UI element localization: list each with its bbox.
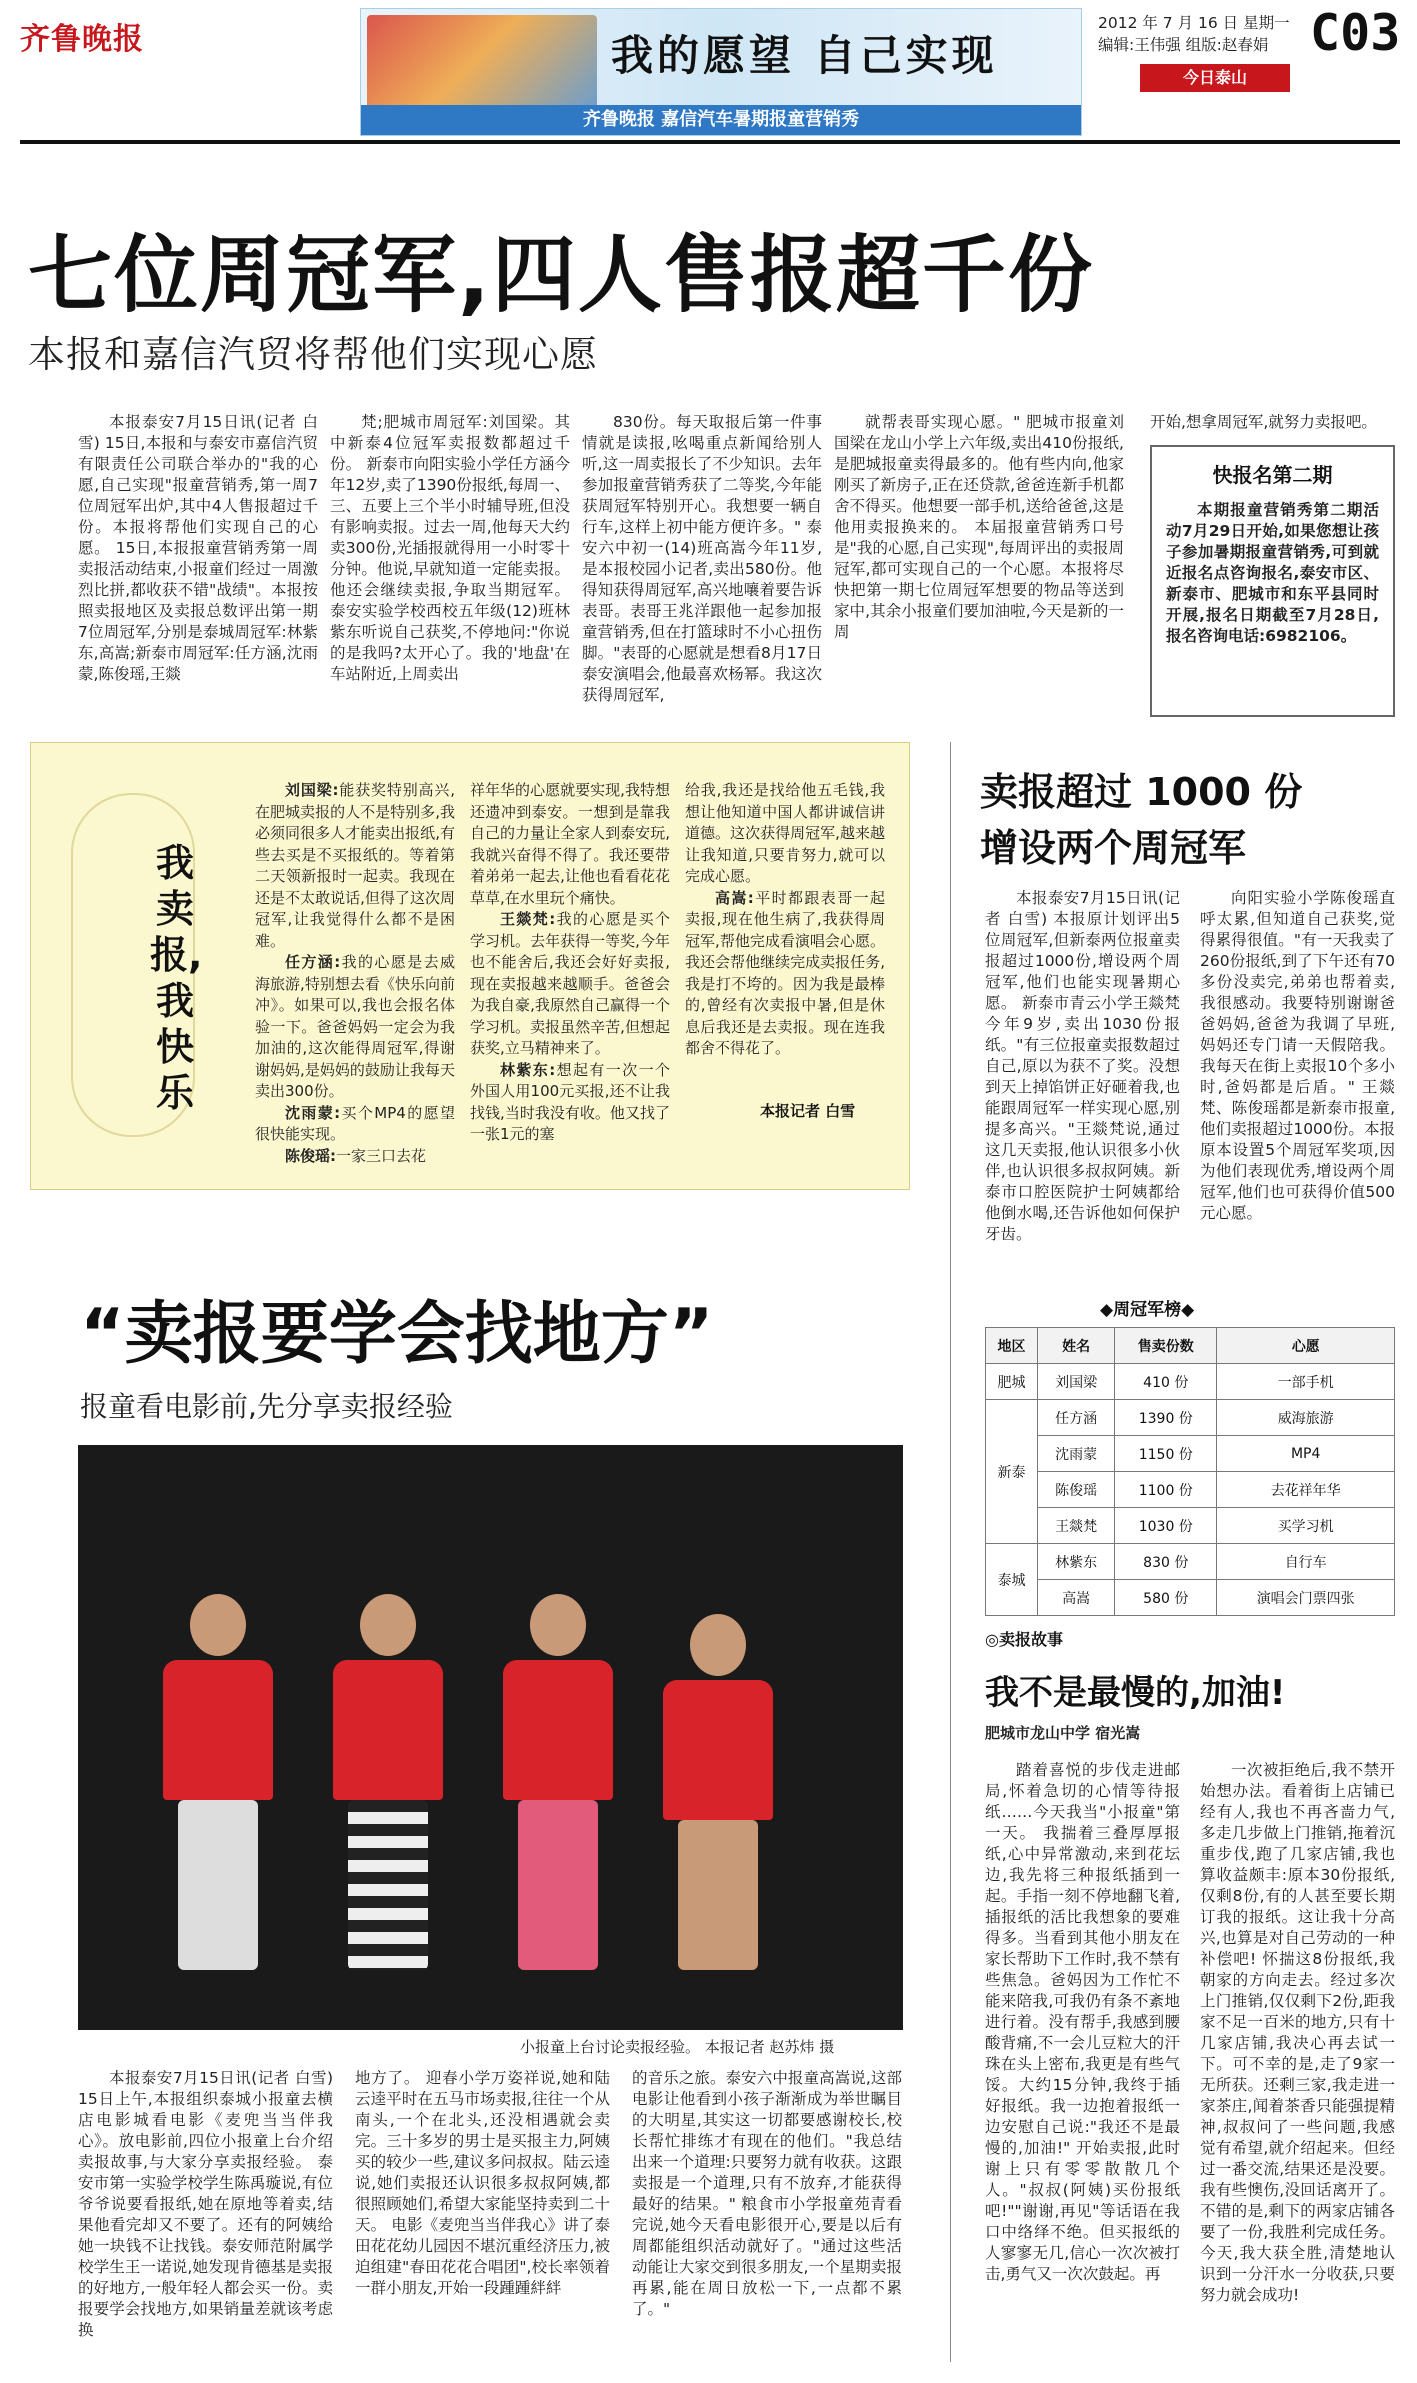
main-col-4: [834, 412, 1124, 732]
feature-quote-text: 我的心愿是买个学习机。去年获得一等奖,今年也不能舍后,我还会好好卖报,现在卖报越来越顺手。爸爸会为我自豪,我原然自己赢得一个学习机。卖报虽然辛苦,但想起获奖,立马精神来了。: [470, 910, 670, 1057]
table-cell-count: 1100 份: [1115, 1472, 1217, 1508]
table-cell-name: 陈俊瑶: [1038, 1472, 1115, 1508]
feature-quote-speaker: 陈俊瑶:: [285, 1146, 336, 1165]
photo-child-1: [158, 1594, 278, 1970]
story3-subheadline: 报童看电影前,先分享卖报经验: [80, 1390, 453, 1423]
table-cell-wish: 去花祥年华: [1217, 1472, 1395, 1508]
feature-quote-text: 祥年华的心愿就要实现,我特想还遗冲到泰安。一想到是靠我自己的力量让全家人到泰安玩,我就兴奋得不得了。我还要带着弟弟一起去,让他也看看花花草草,在水里玩个痛快。: [470, 781, 670, 907]
feature-byline: 本报记者 白雪: [760, 1102, 856, 1120]
photo-child-3: [498, 1594, 618, 1970]
table-cell-name: 沈雨蒙: [1038, 1436, 1115, 1472]
table-cell-name: 王燚梵: [1038, 1508, 1115, 1544]
story3-headline: “卖报要学会找地方”: [80, 1295, 714, 1374]
feature-quote-text: 能获奖特别高兴,在肥城卖报的人不是特别多,我必须同很多人才能卖出报纸,有些去买是不买报纸的。等着第二天领新报时一起卖。我现在还是不太敢说话,但得了这次周冠军,让我觉得什么都不是困难。: [255, 781, 455, 950]
table-cell-wish: 买学习机: [1217, 1508, 1395, 1544]
event-photo: [78, 1445, 903, 2030]
story2-headline: [980, 764, 1302, 876]
table-cell-wish: MP4: [1217, 1436, 1395, 1472]
main-col-1-text: 本报泰安7月15日讯(记者 白雪) 15日,本报和与泰安市嘉信汽贸有限责任公司联合举办的"我的心愿,自己实现"报童营销秀,第一周7位周冠军出炉,其中4人售报超过千份。本报将帮他们实现自己的心愿。 15日,本报报童营销秀第一周卖报活动结束,小报童们经过一周激烈比拼,都收获不错"战绩"。本报按照卖报地区及卖报总数评出第一期7位周冠军,分别是泰城周冠军:林紫东,高嵩;新泰市周冠军:任方涵,沈雨蒙,陈俊瑶,王燚: [78, 413, 318, 683]
banner-title: 我的愿望 自己实现: [611, 31, 998, 80]
table-row: [986, 1472, 1395, 1508]
feature-title: 我卖报,我快乐: [150, 841, 203, 1115]
table-row: [986, 1544, 1395, 1580]
signup-body: 本期报童营销秀第二期活动7月29日开始,如果您想让孩子参加暑期报童营销秀,可到就近报名点咨询报名,泰安市区、新泰市、肥城市和东平县同时开展,报名日期截至7月28日,报名咨询电话:6982106。: [1166, 501, 1379, 645]
main-col-5-text: 开始,想拿周冠军,就努力卖报吧。: [1150, 413, 1377, 431]
feature-quote: [470, 909, 670, 1060]
table-cell-name: 任方涵: [1038, 1400, 1115, 1436]
table-cell-count: 1390 份: [1115, 1400, 1217, 1436]
feature-quote-speaker: 林紫东:: [500, 1060, 556, 1079]
main-col-3: [582, 412, 822, 732]
story4-col-1-text: 踏着喜悦的步伐走进邮局,怀着急切的心情等待报纸……今天我当"小报童"第一天。 我揣着三叠厚厚报纸,心中异常激动,来到花坛边,我先将三种报纸插到一起。手指一刻不停地翻飞着,插报纸的活比我想象的要难得多。当看到其他小朋友在家长帮助下工作时,我不禁有些焦急。爸妈因为工作忙不能来陪我,可我仍有条不紊地进行着。没有帮手,我感到腰酸背痛,不一会儿豆粒大的汗珠在头上密布,我更是有些气馁。大约15分钟,我终于插好报纸。我一边抱着报纸一边安慰自己说:"我还不是最慢的,加油!" 开始卖报,此时谢上只有零零散散几个人。"叔叔(阿姨)买份报纸吧!""谢谢,再见"等话语在我口中络绎不绝。但买报纸的人寥寥无几,信心一次次被打击,勇气又一次次鼓起。再: [985, 1761, 1180, 2283]
feature-quote: [255, 1146, 455, 1168]
feature-quote-text: 我的心愿是去威海旅游,特别想去看《快乐向前冲》。如果可以,我也会报名体验一下。爸爸妈妈一定会为我加油的,这次能得周冠军,得谢谢妈妈,是妈妈的鼓励让我每天卖出300份。: [255, 953, 455, 1100]
story2-col-1: [985, 888, 1180, 1280]
page-code: C03: [1310, 4, 1401, 62]
feature-quote-speaker: 高嵩:: [715, 888, 754, 907]
story3-col-1: [78, 2068, 333, 2368]
table-cell-region: 新泰: [986, 1400, 1038, 1544]
feature-quote-speaker: 王燚梵:: [500, 910, 556, 928]
feature-col-2: [470, 780, 670, 1180]
table-cell-count: 1030 份: [1115, 1508, 1217, 1544]
editors-line: 编辑:王伟强 组版:赵春娟: [1098, 36, 1269, 54]
feature-quote: [685, 780, 885, 888]
feature-quote: [470, 1060, 670, 1146]
story3-col-3: [632, 2068, 902, 2368]
feature-quote-text: 想起有一次一个外国人用100元买报,还不让我找钱,当时我没有收。他又找了一张1元的塞: [470, 1060, 670, 1143]
table-cell-region: 泰城: [986, 1544, 1038, 1616]
main-col-2-text: 梵;肥城市周冠军:刘国梁。其中新泰4位冠军卖报数都超过千份。 新泰市向阳实验小学任方涵今年12岁,卖了1390份报纸,每周一、三、五要上三个半小时辅导班,但没有影响卖报。过去一周,他每天大约卖300份,光插报就得用一小时零十分钟。他说,早就知道一定能卖报。他还会继续卖报,争取当期冠军。 泰安实验学校西校五年级(12)班林紫东听说自己获奖,不停地问:"你说的是我吗?太开心了。我的'地盘'在车站附近,上周卖出: [330, 413, 570, 683]
feature-quote: [685, 888, 885, 1060]
photo-child-2: [328, 1594, 448, 1970]
issue-date: 2012 年 7 月 16 日 星期一: [1098, 14, 1290, 32]
table-row: [986, 1580, 1395, 1616]
story4-col-1: [985, 1760, 1180, 2370]
main-col-4-text: 就帮表哥实现心愿。" 肥城市报童刘国梁在龙山小学上六年级,卖出410份报纸,是肥城报童卖得最多的。他有些内向,他家刚买了新房子,正在还贷款,爸爸连新手机都舍不得买。他想要一部手机,送给爸爸,这是他用卖报换来的。 本届报童营销秀口号是"我的心愿,自己实现",每周评出的卖报周冠军,都可实现自己的一个心愿。本报将尽快把第一期七位周冠军想要的物品等送到家中,其余小报童们要加油啦,今天是新的一周: [834, 413, 1124, 641]
table-row: [986, 1364, 1395, 1400]
main-col-3-text: 830份。每天取报后第一件事情就是读报,吆喝重点新闻给别人听,这一周卖报长了不少知识。去年参加报童营销秀获了二等奖,今年能获周冠军特别开心。我想要一辆自行车,这样上初中能方便许多。" 泰安六中初一(14)班高嵩今年11岁,是本报校园小记者,卖出580份。他得知获得周冠军,高兴地嚷着要告诉表哥。表哥王兆洋跟他一起参加报童营销秀,但在打篮球时不小心扭伤脚。"表哥的心愿就是想看8月17日泰安演唱会,他最喜欢杨幂。我这次获得周冠军,: [582, 413, 822, 704]
table-cell-wish: 自行车: [1217, 1544, 1395, 1580]
table-cell-name: 林紫东: [1038, 1544, 1115, 1580]
story3-col-1-text: 本报泰安7月15日讯(记者 白雪) 15日上午,本报组织泰城小报童去横店电影城看电影《麦兜当当伴我心》。放电影前,四位小报童上台介绍卖报故事,与大家分享卖报经验。 泰安市第一实验学校学生陈禹璇说,有位爷爷说要看报纸,她在原地等着卖,结果他看完却又不要了。还有的阿姨给她一块钱不让找钱。泰安师范附属学校学生王一诺说,她发现肯德基是卖报的好地方,一般年轻人都会买一份。卖报要学会找地方,如果销量差就该考虑换: [78, 2069, 333, 2339]
champion-table-wrap: [985, 1327, 1395, 1616]
banner-subtitle: 齐鲁晚报 嘉信汽车暑期报童营销秀: [361, 105, 1081, 135]
story2-headline-line1: 卖报超过 1000 份: [980, 770, 1303, 814]
main-headline: 七位周冠军,四人售报超千份: [28, 226, 1094, 324]
header-rule: [20, 140, 1400, 144]
story2-col-2: [1200, 888, 1395, 1280]
table-header-count: 售卖份数: [1115, 1328, 1217, 1364]
table-row: [986, 1436, 1395, 1472]
feature-quote: [255, 780, 455, 952]
main-col-5: [1150, 412, 1400, 436]
feature-quote-text: 平时都跟表哥一起卖报,现在他生病了,我获得周冠军,帮他完成看演唱会心愿。我还会帮他继续完成卖报任务,我是打不垮的。因为我是最棒的,曾经有次卖报中暑,但是休息后我还是去卖报。现在连我都舍不得花了。: [685, 888, 885, 1057]
table-cell-count: 410 份: [1115, 1364, 1217, 1400]
table-cell-count: 830 份: [1115, 1544, 1217, 1580]
story2-col-2-text: 向阳实验小学陈俊瑶直呼太累,但知道自己获奖,觉得累得很值。"有一天我卖了260份报纸,到了下午还有70多份没卖完,弟弟也帮着卖,我很感动。我要特别谢谢爸爸妈妈,爸爸为我调了早班,妈妈还专门请一天假陪我。我每天在街上卖报10个多小时,爸妈都是后盾。" 王燚梵、陈俊瑶都是新泰市报童,他们卖报超过1000份。本报原本设置5个周冠军奖项,因为他们表现优秀,增设两个周冠军,他们也可获得价值500元心愿。: [1200, 889, 1395, 1222]
feature-quote-speaker: 沈雨蒙:: [285, 1103, 341, 1122]
table-cell-wish: 一部手机: [1217, 1364, 1395, 1400]
story3-col-3-text: 的音乐之旅。泰安六中报童高嵩说,这部电影让他看到小孩子渐渐成为举世瞩目的大明星,其实这一切都要感谢校长,校长帮忙排练才有现在的他们。"我总结出来一个道理:只要努力就有收获。这跟卖报是一个道理,只有不放弃,才能获得最好的结果。" 粮食市小学报童苑青看完说,她今天看电影很开心,要是以后有周都能组织活动就好了。"通过这些活动能让大家交到很多朋友,一个星期卖报再累,能在周日放松一下,一点都不累了。": [632, 2069, 902, 2318]
signup-title: 快报名第二期: [1212, 463, 1333, 487]
story4-tag: ◎卖报故事: [985, 1630, 1063, 1649]
photo-caption: 小报童上台讨论卖报经验。 本报记者 赵苏炜 摄: [520, 2038, 835, 2056]
masthead-logo: 齐鲁晚报: [20, 22, 144, 57]
table-header-name: 姓名: [1038, 1328, 1115, 1364]
table-cell-wish: 演唱会门票四张: [1217, 1580, 1395, 1616]
table-header-wish: 心愿: [1217, 1328, 1395, 1364]
main-col-1: [78, 412, 318, 732]
feature-quote-speaker: 刘国梁:: [285, 781, 339, 799]
story2-headline-line2: 增设两个周冠军: [980, 826, 1247, 870]
photo-child-4: [658, 1614, 778, 1970]
table-title: ◆周冠军榜◆: [1100, 1300, 1195, 1320]
feature-quote-speaker: 任方涵:: [285, 953, 341, 971]
story4-headline: 我不是最慢的,加油!: [985, 1673, 1286, 1713]
table-cell-count: 1150 份: [1115, 1436, 1217, 1472]
table-row: [986, 1400, 1395, 1436]
story4-col-2-text: 一次被拒绝后,我不禁开始想办法。看着街上店铺已经有人,我也不再吝啬力气,多走几步做上门推销,拖着沉重步伐,跑了几家店铺,我也算收益颇丰:原本30份报纸,仅剩8份,有的人甚至要长期订我的报纸。这让我十分高兴,也算是对自己劳动的一种补偿吧! 怀揣这8份报纸,我朝家的方向走去。经过多次上门推销,仅仅剩下2份,距我家不足一百米的地方,只有十几家店铺,我决心再去试一下。可不幸的是,走了9家一无所获。还剩三家,我走进一家茶庄,闻着茶香只能强提精神,叔叔问了一些问题,我感觉有希望,就介绍起来。但经过一番交流,结果还是没要。我有些懊伤,没回话离开了。不错的是,剩下的两家店铺各要了一份,我胜利完成任务。 今天,我大获全胜,清楚地认识到一分汗水一分收获,只要努力就会成功!: [1200, 1761, 1395, 2304]
feature-quote: [255, 952, 455, 1103]
date-block: [1098, 12, 1290, 56]
champion-table: [985, 1327, 1395, 1616]
main-col-2: [330, 412, 570, 732]
section-tag: 今日泰山: [1140, 64, 1290, 92]
table-cell-region: 肥城: [986, 1364, 1038, 1400]
feature-quote-text: 一家三口去花: [336, 1146, 427, 1165]
table-cell-wish: 威海旅游: [1217, 1400, 1395, 1436]
main-subheadline: 本报和嘉信汽贸将帮他们实现心愿: [28, 333, 598, 376]
signup-box: [1150, 445, 1395, 717]
story2-col-1-text: 本报泰安7月15日讯(记者 白雪) 本报原计划评出5位周冠军,但新泰两位报童卖报超过1000份,增设两个周冠军,他们也能实现暑期心愿。 新泰市青云小学王燚梵今年9岁,卖出1030份报纸。"有三位报童卖报数超过自己,原以为获不了奖。没想到天上掉馅饼正好砸着我,也能跟周冠军一样实现心愿,别提多高兴。"王燚梵说,通过这几天卖报,他认识很多小伙伴,也认识很多叔叔阿姨。新泰市口腔医院护士阿姨都给他倒水喝,还告诉他如何保护牙齿。: [985, 889, 1180, 1243]
table-row: [986, 1508, 1395, 1544]
table-header-region: 地区: [986, 1328, 1038, 1364]
table-cell-name: 高嵩: [1038, 1580, 1115, 1616]
feature-quote-text: 买个MP4的愿望很快能实现。: [255, 1103, 455, 1143]
feature-quote-text: 给我,我还是找给他五毛钱,我想让他知道中国人都讲诚信讲道德。这次获得周冠军,越来越让我知道,只要肯努力,就可以完成心愿。: [685, 781, 885, 885]
table-cell-count: 580 份: [1115, 1580, 1217, 1616]
feature-quote: [255, 1103, 455, 1146]
header-banner: [360, 8, 1082, 136]
story3-col-2-text: 地方了。 迎春小学万姿祥说,她和陆云逵平时在五马市场卖报,往往一个从南头,一个在北头,还没相遇就会卖完。三十多岁的男士是买报主力,阿姨买的较少一些,建议多问叔叔。陆云逵说,她们卖报还认识很多叔叔阿姨,都很照顾她们,希望大家能坚持卖到二十天。 电影《麦兜当当伴我心》讲了泰田花花幼儿园因不堪沉重经济压力,被迫组建"春田花花合唱团",校长率领着一群小朋友,开始一段踵踵絆絆: [355, 2069, 610, 2297]
feature-col-1: [255, 780, 455, 1180]
table-cell-name: 刘国梁: [1038, 1364, 1115, 1400]
feature-quote: [470, 780, 670, 909]
column-divider: [950, 742, 951, 2362]
story3-col-2: [355, 2068, 610, 2368]
story4-col-2: [1200, 1760, 1395, 2370]
story4-byline: 肥城市龙山中学 宿光嵩: [985, 1724, 1141, 1742]
